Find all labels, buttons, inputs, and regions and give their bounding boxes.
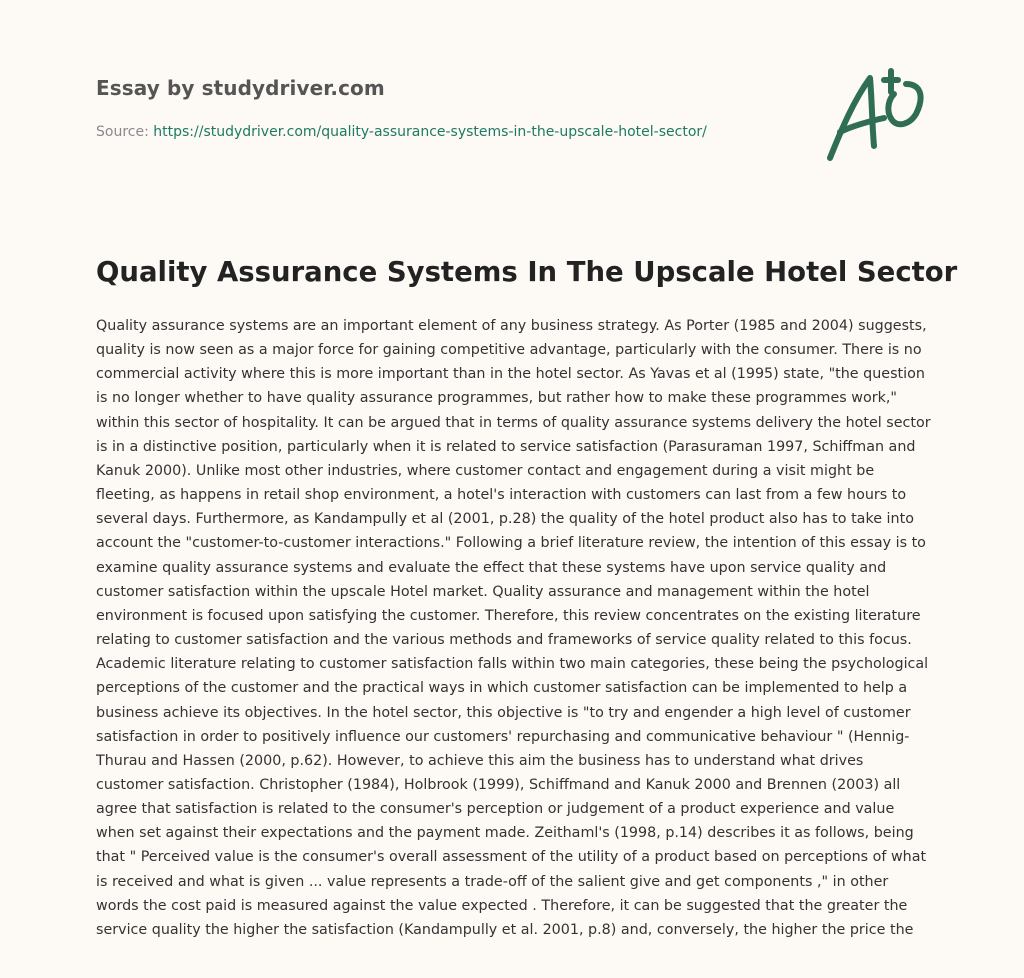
a-plus-grade-icon [822,66,932,166]
essay-body: Quality assurance systems are an important element of any business strategy. As Porter (1985 and 2004) suggests, quality is now seen as a major force for gaining competitive advantage, particularly with the consumer. There is no commercial activity where this is more important than in the hotel sector. As Yavas et al (1995) state, "the question is no longer whether to have quality assurance programmes, but rather how to make these programmes work," within this sector of hospitality. It can be argued that in terms of quality assurance systems delivery the hotel sector is in a distinctive position, particularly when it is related to service satisfaction (Parasuraman 1997, Schiffman and Kanuk 2000). Unlike most other industries, where customer contact and engagement during a visit might be fleeting, as happens in retail shop environment, a hotel's interaction with customers can last from a few hours to several days. Furthermore, as Kandampully et al (2001, p.28) the quality of the hotel product also has to take into account the "customer-to-customer interactions." Following a brief literature review, the intention of this essay is to examine quality assurance systems and evaluate the effect that these systems have upon service quality and customer satisfaction within the upscale Hotel market. Quality assurance and management within the hotel environment is focused upon satisfying the customer. Therefore, this review concentrates on the existing literature relating to customer satisfaction and the various methods and frameworks of service quality related to this focus. Academic literature relating to customer satisfaction falls within two main categories, these being the psychological perceptions of the customer and the practical ways in which customer satisfaction can be implemented to help a business achieve its objectives. In the hotel sector, this objective is "to try and engender a high level of customer satisfaction in order to positively influence our customers' repurchasing and communicative behaviour " (Hennig-Thurau and Hassen (2000, p.62). However, to achieve this aim the business has to understand what drives customer satisfaction. Christopher (1984), Holbrook (1999), Schiffmand and Kanuk 2000 and Brennen (2003) all agree that satisfaction is related to the consumer's perception or judgement of a product experience and value when set against their expectations and the payment made. Zeithaml's (1998, p.14) describes it as follows, being that " Perceived value is the consumer's overall assessment of the utility of a product based on perceptions of what is received and what is given ... value represents a trade-off of the salient give and get components ," in other words the cost paid is measured against the value expected . Therefore, it can be suggested that the greater the service quality the higher the satisfaction (Kandampully et al. 2001, p.8) and, conversely, the higher the price the [96,318,931,938]
site-title: Essay by studydriver.com [96,76,385,100]
essay-title: Quality Assurance Systems In The Upscale Hotel Sector [96,256,958,288]
source-line [96,124,707,140]
source-link[interactable]: https://studydriver.com/quality-assurance-systems-in-the-upscale-hotel-sector/ [153,124,707,140]
source-label: Source: [96,124,149,140]
